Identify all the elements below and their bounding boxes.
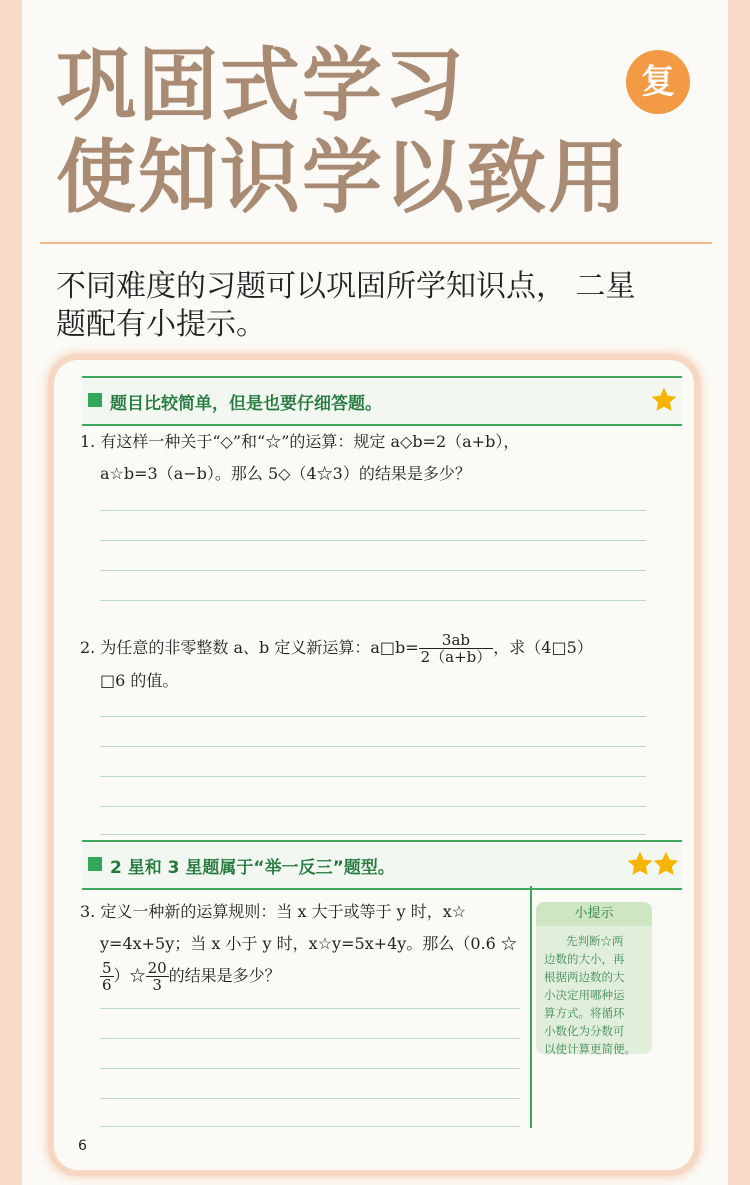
answer-line [100,1038,520,1039]
hint-line: 算方式。将循环 [544,1006,625,1020]
answer-line [100,834,646,835]
page-number: 6 [78,1138,87,1154]
fraction-denominator: 6 [102,976,112,994]
question-3-text-a: 定义一种新的运算规则：当 x 大于或等于 y 时，x☆ [100,902,467,921]
question-1-number: 1. [80,432,96,451]
question-3-fraction-2 [146,960,169,993]
question-2-text-b: ，求（4□5） [493,638,593,657]
question-3-text-b: y=4x+5y；当 x 小于 y 时，x☆y=5x+4y。那么（0.6̇ ☆ [100,934,517,953]
question-2-fraction [419,632,494,665]
question-2 [80,632,593,697]
star-icon [652,850,680,878]
question-3-text-c: ）☆ [113,966,146,985]
section-title-2: 2 星和 3 星题属于“举一反三”题型。 [110,858,395,878]
section-header-2 [82,840,682,890]
answer-line [100,1126,520,1127]
divider-rule [40,242,712,244]
fraction-denominator: 3 [152,976,162,994]
question-1-text-b: a☆b=3（a−b）。那么 5◇（4☆3）的结果是多少？ [100,464,471,483]
question-1 [80,426,519,490]
headline-line-1: 巩固式学习 [56,39,466,132]
answer-line [100,600,646,601]
hint-line: 边数的大小，再 [544,952,625,966]
intro-text [56,268,696,344]
hint-line: 小决定用哪种运 [544,988,625,1002]
question-1-text-a: 有这样一种关于“◇”和“☆”的运算：规定 a◇b=2（a+b）， [100,432,520,451]
answer-line [100,570,646,571]
hint-line: 小数化为分数可 [544,1024,625,1038]
star-icon [650,386,678,414]
hint-line: 以使计算更简便。 [544,1042,636,1056]
question-3-fraction-1 [100,960,114,993]
answer-line [100,1008,520,1009]
star-icon [626,850,654,878]
tip-divider [530,886,532,1128]
answer-line [100,540,646,541]
intro-line-2: 题配有小提示。 [56,307,266,342]
question-2-number: 2. [80,638,96,657]
review-badge: 复 [626,50,690,114]
headline-line-2: 使知识学以致用 [56,131,630,224]
answer-line [100,806,646,807]
fraction-numerator: 3ab [419,632,494,649]
answer-line [100,510,646,511]
answer-line [100,1068,520,1069]
answer-line [100,716,646,717]
page-headline [56,40,630,224]
answer-line [100,746,646,747]
section-title-1: 题目比较简单，但是也要仔细答题。 [110,394,382,414]
question-3-number: 3. [80,902,96,921]
hint-title: 小提示 [536,902,652,926]
section-marker-icon [88,857,102,871]
question-3 [80,896,517,993]
hint-line: 根据两边数的大 [544,970,625,984]
section-marker-icon [88,393,102,407]
exercise-card [54,360,694,1170]
answer-line [100,1098,520,1099]
question-3-text-d: 的结果是多少？ [168,966,281,985]
hint-line: 先判断☆两 [566,934,624,948]
fraction-numerator: 5 [102,959,112,977]
question-2-text-a: 为任意的非零整数 a、b 定义新运算：a□b= [100,638,419,657]
hint-text [544,932,648,1058]
fraction-numerator: 20 [147,959,167,977]
section-header-1 [82,376,682,426]
question-2-text-c: □6 的值。 [100,671,179,690]
hint-box [536,902,652,1054]
intro-line-1: 不同难度的习题可以巩固所学知识点， 二星 [56,269,636,304]
fraction-denominator: 2（a+b） [420,648,492,666]
answer-line [100,776,646,777]
